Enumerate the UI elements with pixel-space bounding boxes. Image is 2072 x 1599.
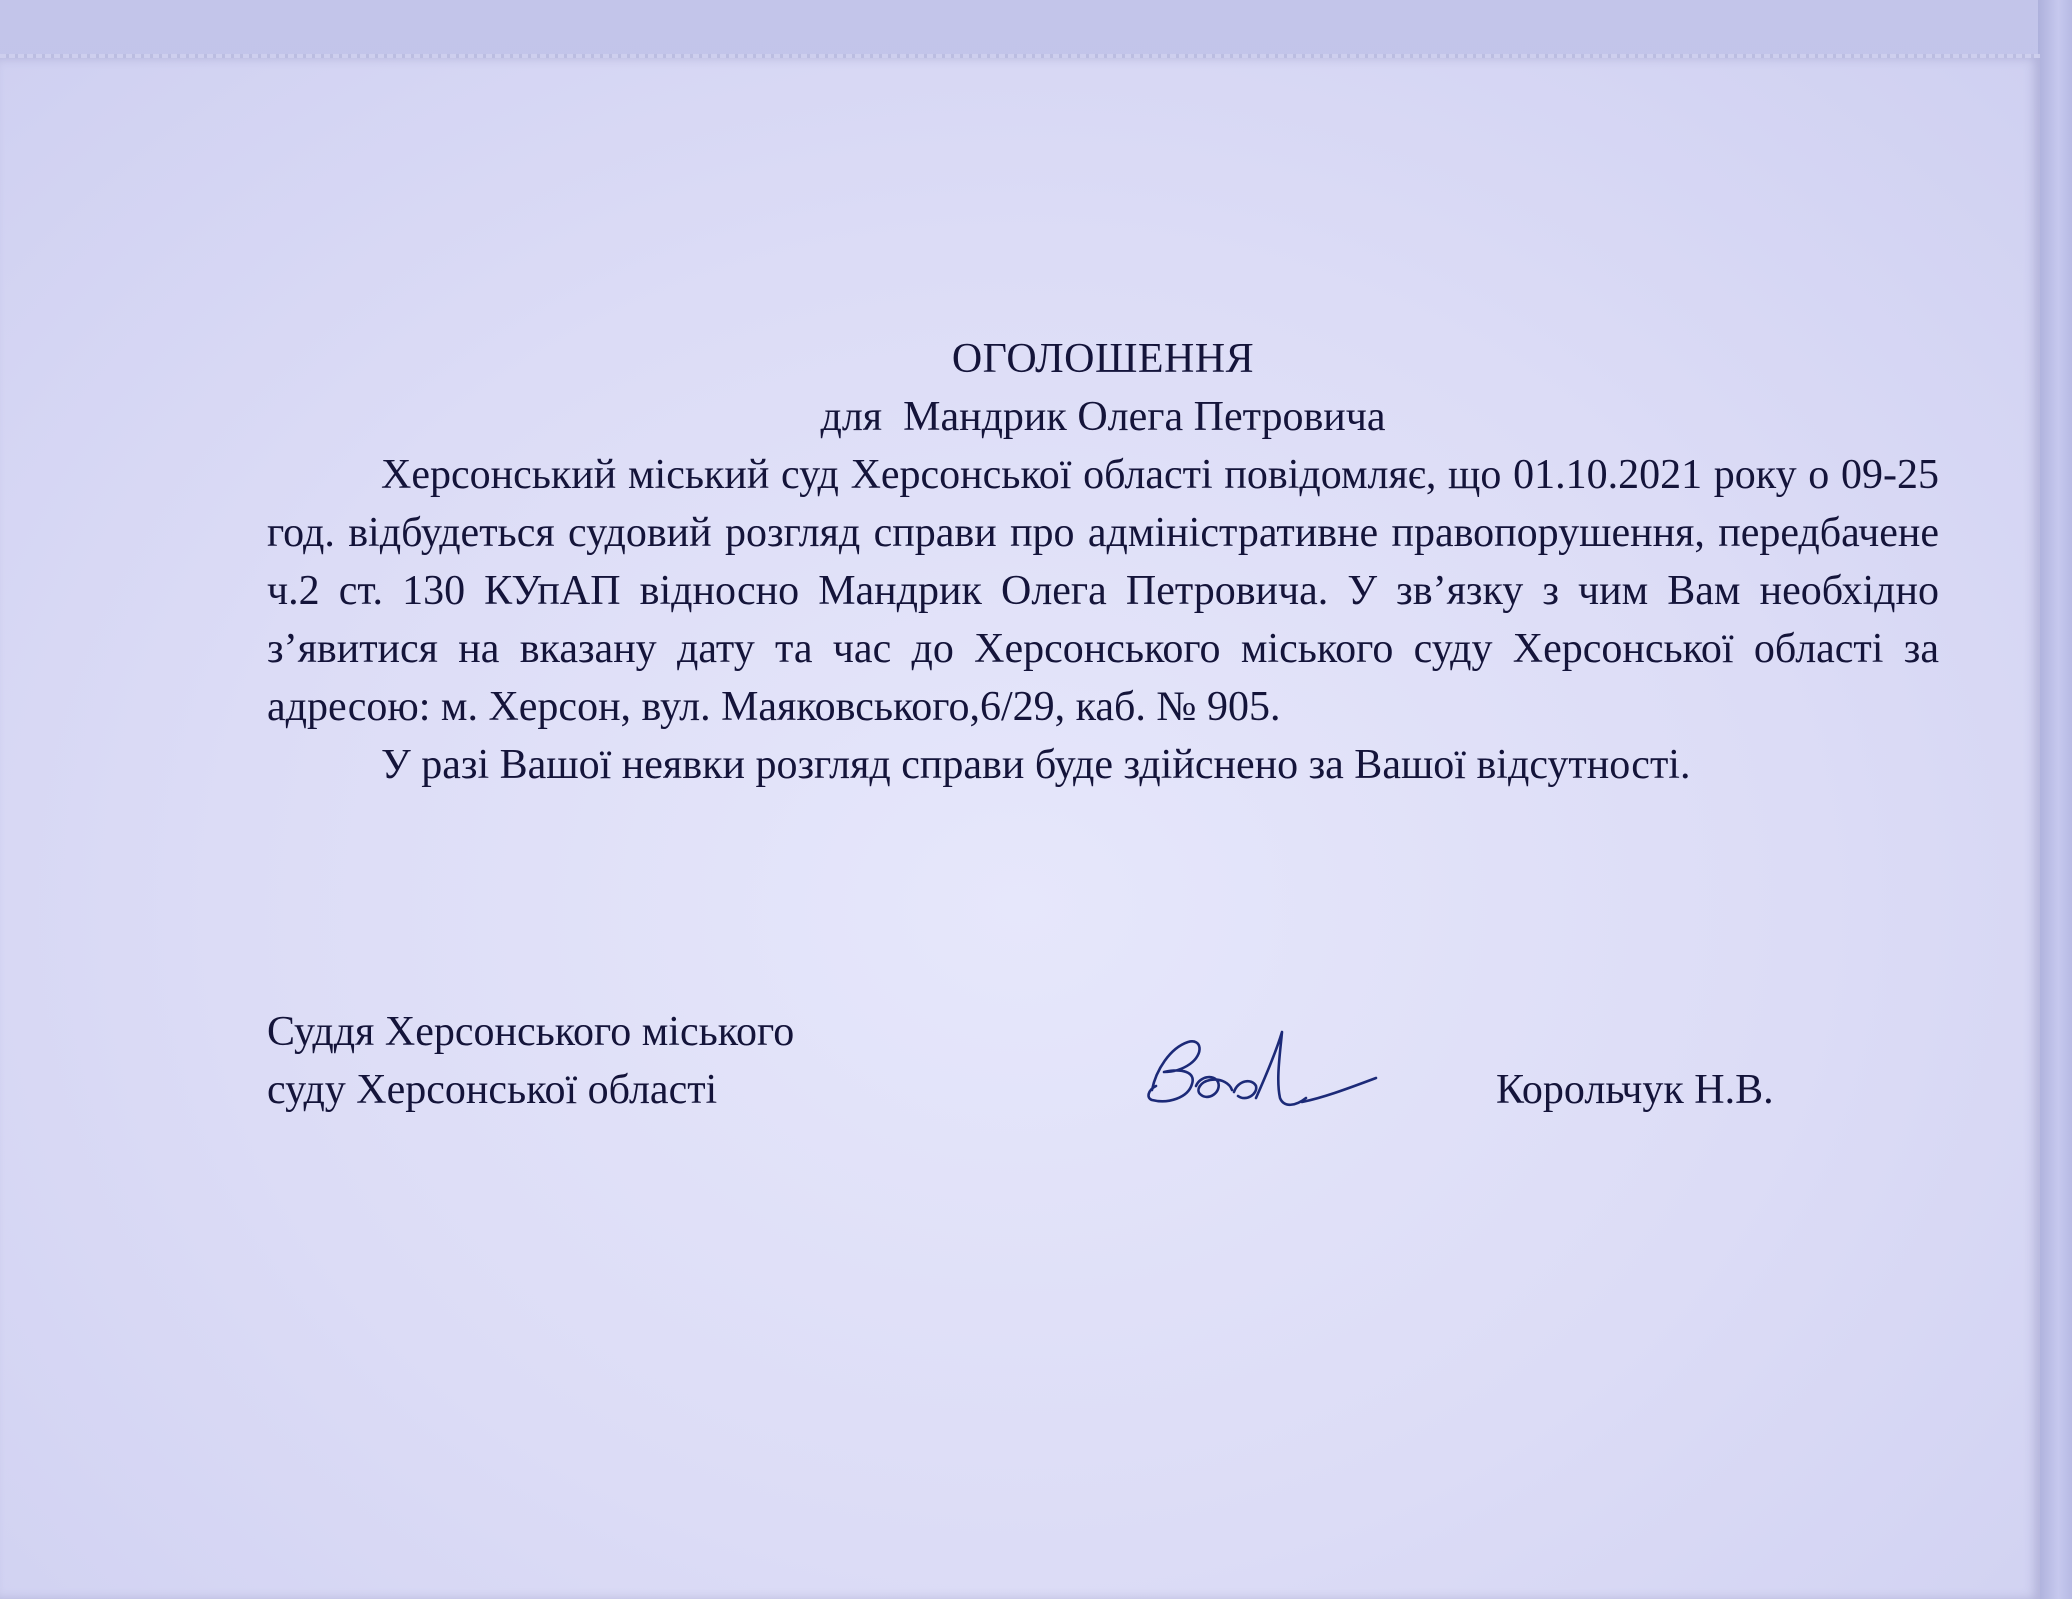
signature-icon (1130, 1020, 1390, 1130)
paper-sheet (0, 58, 2040, 1599)
notice-paragraph-1: Херсонський міський суд Херсонської області повідомляє, що 01.10.2021 року о 09-25 год. відбудеться судовий розгляд справи про адміністративне правопорушення, передбачене ч.2 ст. 130 КУпАП відносно Мандрик Олега Петровича. У зв’язку з чим Вам необхідно з’явитися на вказану дату та час до Херсонського міського суду Херсонської області за адресою: м. Херсон, вул. Маяковського,6/29, каб. № 905. (267, 452, 1939, 730)
notice-paragraph-2: У разі Вашої неявки розгляд справи буде здійснено за Вашої відсутності. (381, 742, 1691, 788)
judge-name: Корольчук Н.В. (1496, 1067, 1774, 1113)
judge-position-line-2: суду Херсонської області (267, 1067, 718, 1113)
background-strip (2038, 0, 2072, 1599)
notice-title: ОГОЛОШЕННЯ (951, 336, 1255, 382)
judge-position-line-1: Суддя Херсонського міського (267, 1009, 795, 1055)
notice-body (267, 330, 1939, 794)
notice-addressee: для Мандрик Олега Петровича (820, 394, 1386, 440)
judge-position (267, 1003, 794, 1119)
